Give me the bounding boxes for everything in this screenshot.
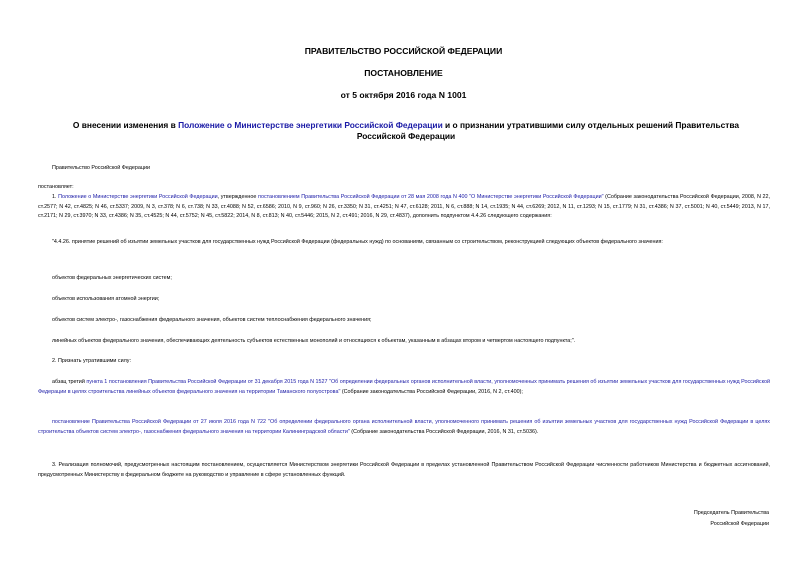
- p2b-link[interactable]: постановление Правительства Российской Федерации от 27 июля 2016 года N 722 "Об определении федерального органа исполнительной власти, уполномоченного принимать решения об изъятии земельных участков для государственных нужд Российской Федерации в целях строительства объектов систем электро-, газоснабжения федерального значения на территории Калининградской области": [38, 419, 770, 435]
- paragraph-government: Правительство Российской Федерации: [52, 165, 151, 171]
- p1-link-regulation[interactable]: Положение о Министерстве энергетики Российской Федерации: [58, 194, 218, 200]
- quote-item-power-gas: объектов систем электро-, газоснабжения федерального значения, объектов систем теплоснабжения федерального значения;: [52, 317, 372, 323]
- paragraph-decides: постановляет:: [38, 184, 74, 190]
- p1-sources: (Собрание законодательства Российской Федерации, 2008, N 22, ст.2577; N 42, ст.4825; N 46, ст.5337; 2009, N 3, ст.378; N 6, ст.738; N 33, ст.4088; N 52, ст.6586; 2010, N 9, ст.960; N 26, ст.3350; N 31, ст.4251; N 47, ст.6128; 2011, N 6, ст.888; N 14, ст.1935; N 44, ст.6269; 2012, N 11, ст.1293; N 15, ст.1779; N 31, ст.4386; N 37, ст.5001; N 40, ст.5449; 2013, N 17, ст.2171; N 29, ст.3970; N 33, ст.4386; N 35, ст.4525; N 44, ст.5752; N 45, ст.5822; 2014, N 8, ст.813; N 40, ст.5446; 2015, N 2, ст.491; 2016, N 29, ст.4837), дополнить подпунктом 4.4.26 следующего содержания:: [38, 194, 771, 219]
- title-suffix: и о признании утратившими силу отдельных решений Правительства Российской Федерации: [356, 120, 740, 141]
- government-heading: ПРАВИТЕЛЬСТВО РОССИЙСКОЙ ФЕДЕРАЦИИ: [304, 46, 503, 56]
- quote-item-atomic: объектов использования атомной энергии;: [52, 296, 160, 302]
- paragraph-3: 3. Реализация полномочий, предусмотренных настоящим постановлением, осуществляется Министерством энергетики Российской Федерации в пределах установленной Правительством Российской Федерации численности работников Министерства и бюджетных ассигнований, предусмотренных Министерству в федеральном бюджете на руководство и управление в сфере установленных функций.: [38, 462, 770, 478]
- paragraph-1: [38, 193, 770, 222]
- document-type: ПОСТАНОВЛЕНИЕ: [364, 68, 443, 78]
- quote-4-4-26: "4.4.26. принятие решений об изъятии земельных участков для государственных нужд Российской Федерации (федеральных нужд) по основаниям, связанным со строительством, реконструкцией следующих объектов федерального значения:: [52, 239, 663, 245]
- quote-item-energy-systems: объектов федеральных энергетических систем;: [52, 275, 172, 281]
- p2a-source: (Собрание законодательства Российской Федерации, 2016, N 2, ст.400);: [340, 388, 523, 395]
- document-title: [56, 120, 756, 142]
- paragraph-2: 2. Признать утратившими силу:: [52, 358, 131, 364]
- document-date: от 5 октября 2016 года N 1001: [340, 90, 467, 100]
- paragraph-2a: [38, 378, 770, 397]
- signature-title: Председатель Правительства: [693, 510, 769, 516]
- paragraph-2b: [38, 418, 770, 437]
- p2a-link[interactable]: пункта 1 постановления Правительства Российской Федерации от 31 декабря 2015 года N 1527 "Об определении федеральных органов исполнительной власти, уполномоченных принимать решения об изъятии земельных участков для государственных нужд Российской Федерации в целях строительства линейных объектов федерального значения на территории Таманского полуострова": [38, 379, 771, 395]
- p2b-source: (Собрание законодательства Российской Федерации, 2016, N 31, ст.5036).: [349, 428, 539, 435]
- quote-item-linear: линейных объектов федерального значения, обеспечивающих деятельность субъектов естественных монополий и относящихся к объектам, указанным в абзацах втором и четвертом настоящего подпункта;".: [52, 338, 576, 344]
- title-link[interactable]: Положение о Министерстве энергетики Российской Федерации: [178, 120, 443, 130]
- p1-number: 1.: [52, 194, 59, 200]
- title-prefix: О внесении изменения в: [72, 120, 179, 130]
- signature-org: Российской Федерации: [710, 521, 769, 527]
- p1-link-decree[interactable]: постановлением Правительства Российской Федерации от 28 мая 2008 года N 400 "О Министерстве энергетики Российской Федерации": [258, 194, 604, 200]
- p1-text: , утвержденное: [217, 194, 259, 200]
- p2a-prefix: абзац третий: [52, 379, 87, 385]
